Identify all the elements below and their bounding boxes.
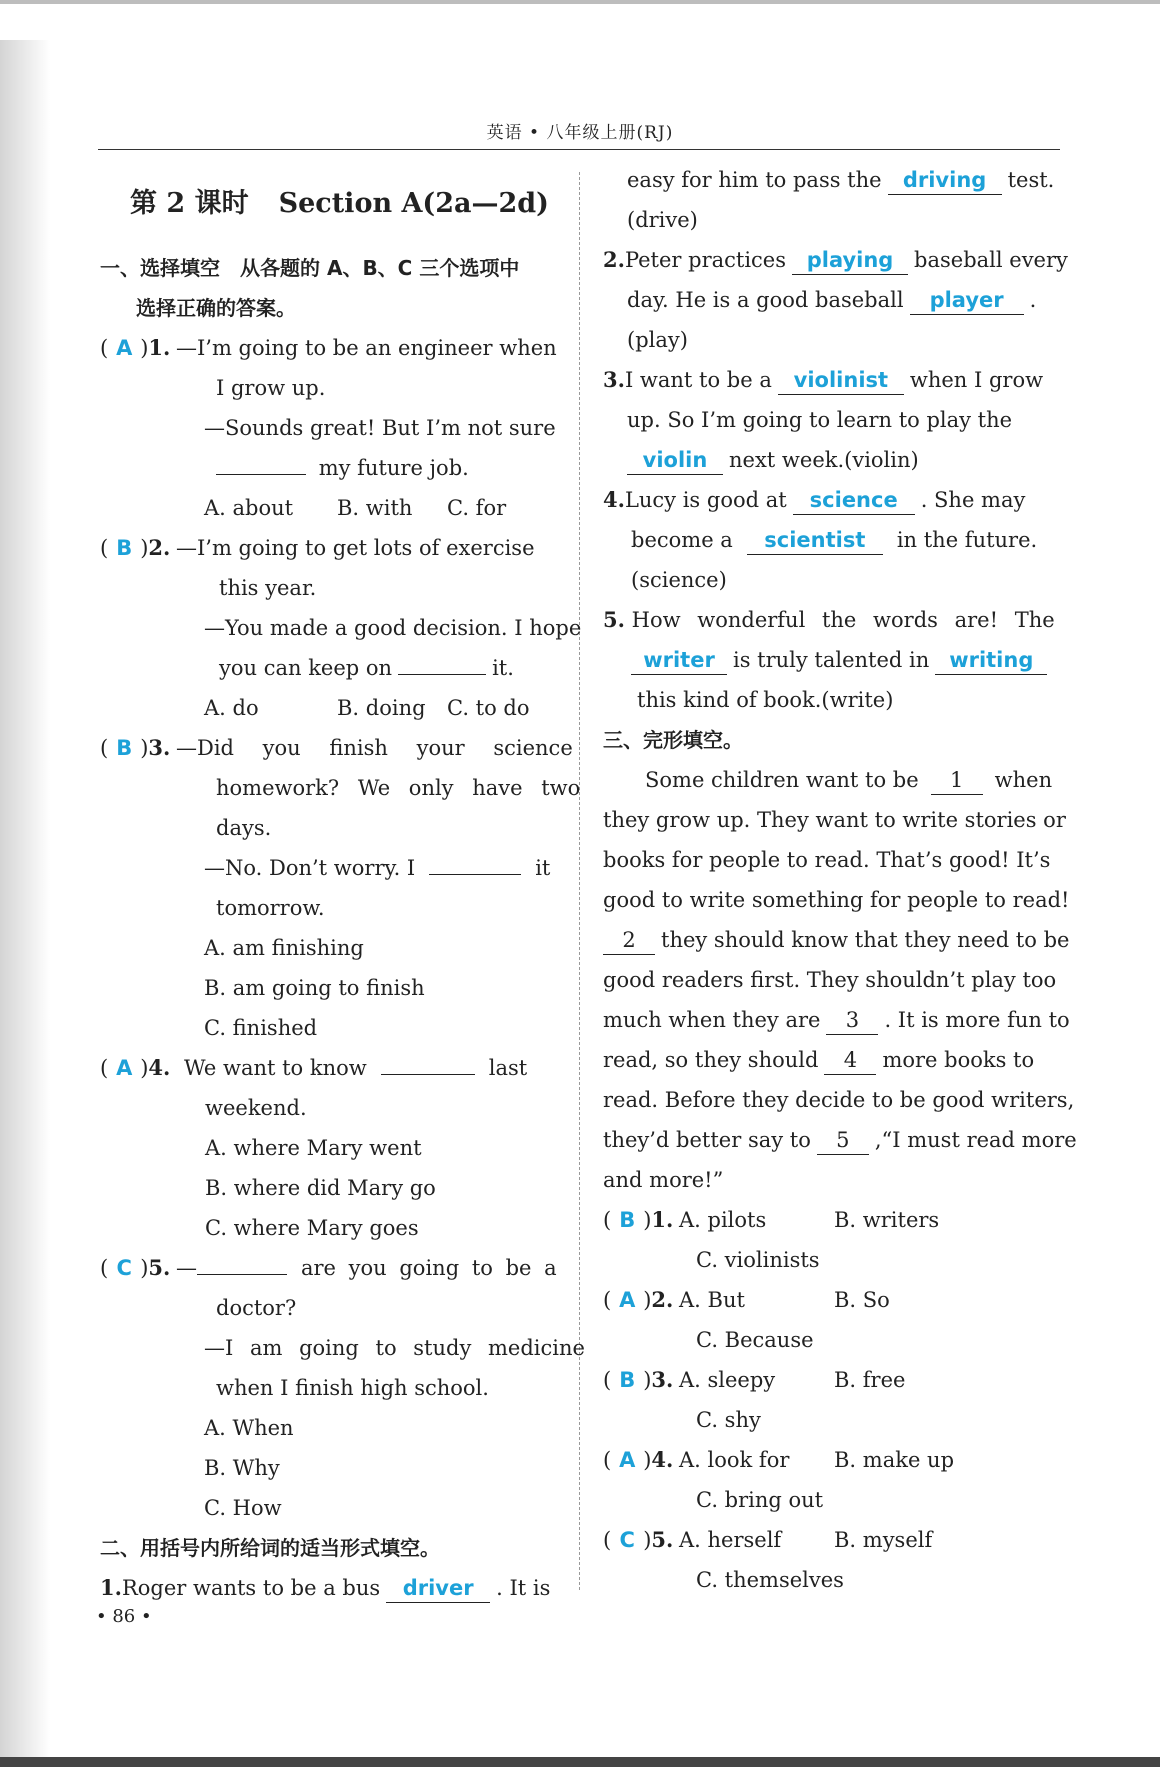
cloze-blank-1: 1 xyxy=(931,766,983,795)
passage-line xyxy=(603,1000,1070,1040)
part2-heading: 二、用括号内所给词的适当形式填空。 xyxy=(100,1536,440,1560)
cloze-choice-1 xyxy=(603,1200,1061,1240)
question-number: 2. xyxy=(603,247,625,272)
answer-bracket: ( B )2. xyxy=(100,528,176,568)
passage-line xyxy=(603,920,1070,960)
mc-question-3 xyxy=(100,728,573,768)
option-b: B. am going to finish xyxy=(204,976,425,1000)
running-header: 英语 • 八年级上册(RJ) xyxy=(486,123,674,143)
option-b: B. Why xyxy=(204,1456,280,1480)
left-column xyxy=(100,160,585,1608)
option-b: B. writers xyxy=(834,1208,940,1232)
option-c: C. shy xyxy=(696,1408,761,1432)
header-rule xyxy=(98,149,1060,150)
filled-answer: violin xyxy=(627,446,723,475)
question-text-line xyxy=(603,520,1061,560)
question-text: when I finish high school. xyxy=(216,1376,489,1400)
question-text: is truly talented in xyxy=(733,648,930,672)
cloze-choice-3 xyxy=(603,1360,1061,1400)
question-text: you can keep on xyxy=(219,656,393,680)
question-text: — xyxy=(176,1256,197,1280)
option-c: C. violinists xyxy=(696,1248,820,1272)
passage-text: . It is more fun to xyxy=(884,1008,1070,1032)
options-row xyxy=(100,688,558,728)
passage-text: good to write something for people to read! xyxy=(603,888,1070,912)
bottom-edge xyxy=(0,1757,1160,1767)
option-b: B. where did Mary go xyxy=(205,1176,436,1200)
answer-letter: B xyxy=(116,536,133,560)
answer-bracket: ( C )5. xyxy=(603,1520,679,1560)
option-b: B. free xyxy=(834,1368,906,1392)
option-c: C. finished xyxy=(204,1016,318,1040)
lesson-title-en: Section A(2a—2d) xyxy=(278,188,549,219)
option-a: A. do xyxy=(204,696,259,720)
question-text: test. xyxy=(1007,168,1055,192)
option-b: B. make up xyxy=(834,1448,955,1472)
question-text: days. xyxy=(216,816,272,840)
question-text: —Sounds great! But I’m not sure xyxy=(204,416,556,440)
question-text-line xyxy=(100,648,558,688)
passage-line xyxy=(603,1120,1077,1160)
question-text: easy for him to pass the xyxy=(627,168,882,192)
mc-question-1 xyxy=(100,328,558,368)
answer-letter: A xyxy=(619,1448,636,1472)
question-text: We want to know xyxy=(184,1056,367,1080)
answer-bracket: ( A )4. xyxy=(100,1048,184,1088)
question-text-line xyxy=(100,448,558,488)
question-text: —I am going to study medicine xyxy=(204,1336,585,1360)
question-text: baseball every xyxy=(914,248,1068,272)
cloze-blank-3: 3 xyxy=(826,1006,878,1035)
question-number: 3. xyxy=(148,735,171,760)
passage-text: and more!” xyxy=(603,1168,724,1192)
mc-question-5 xyxy=(100,1248,558,1288)
option-c: C. where Mary goes xyxy=(205,1216,419,1240)
part1-heading-line2: 选择正确的答案。 xyxy=(136,296,296,320)
answer-letter: C xyxy=(116,1256,132,1280)
question-text: —No. Don’t worry. I xyxy=(204,856,416,880)
answer-bracket: ( A )4. xyxy=(603,1440,679,1480)
answer-blank xyxy=(216,448,306,475)
question-text: tomorrow. xyxy=(216,896,325,920)
question-text: . xyxy=(1029,288,1037,312)
option-c: C. themselves xyxy=(696,1568,844,1592)
question-text: —I’m going to get lots of exercise xyxy=(176,536,535,560)
question-text: —I’m going to be an engineer when xyxy=(176,336,557,360)
passage-line xyxy=(603,1040,1061,1080)
passage-text: books for people to read. That’s good! It’s xyxy=(603,848,1051,872)
answer-blank xyxy=(429,848,521,875)
cloze-blank-2: 2 xyxy=(603,926,655,955)
question-text: this kind of book.(write) xyxy=(637,688,894,712)
answer-bracket: ( B )3. xyxy=(100,728,176,768)
top-edge xyxy=(0,0,1160,4)
options-row xyxy=(100,488,558,528)
option-a: A. look for xyxy=(679,1448,790,1472)
question-text: (drive) xyxy=(627,208,698,232)
question-text: in the future. xyxy=(896,528,1038,552)
option-a: A. But xyxy=(679,1288,745,1312)
passage-text: read, so they should xyxy=(603,1048,819,1072)
option-c: C. bring out xyxy=(696,1488,824,1512)
cloze-choice-5 xyxy=(603,1520,1061,1560)
filled-answer: writing xyxy=(935,646,1047,675)
option-b: B. So xyxy=(834,1288,890,1312)
question-text-line xyxy=(603,440,1061,480)
mc-question-2 xyxy=(100,528,558,568)
question-number: 4. xyxy=(148,1055,171,1080)
question-text: (science) xyxy=(631,568,727,592)
question-number: 5. xyxy=(148,1255,171,1280)
question-text: are you going to be a xyxy=(301,1256,557,1280)
option-a: A. When xyxy=(204,1416,294,1440)
question-text: it. xyxy=(492,656,514,680)
question-number: 1. xyxy=(100,1575,122,1600)
passage-text: ,“I must read more xyxy=(874,1128,1077,1152)
answer-letter: A xyxy=(116,336,133,360)
filled-answer: scientist xyxy=(747,526,883,555)
page-number: • 86 • xyxy=(96,1606,152,1627)
answer-letter: B xyxy=(619,1208,636,1232)
question-text: homework? We only have two xyxy=(216,776,581,800)
question-number: 1. xyxy=(148,335,171,360)
question-number: 1. xyxy=(651,1207,674,1232)
cloze-blank-5: 5 xyxy=(817,1126,869,1155)
passage-text: they grow up. They want to write stories or xyxy=(603,808,1066,832)
passage-text: good readers first. They shouldn’t play too xyxy=(603,968,1057,992)
answer-bracket: ( A )1. xyxy=(100,328,176,368)
passage-text: read. Before they decide to be good writers, xyxy=(603,1088,1075,1112)
question-text-line xyxy=(603,160,1061,200)
question-number: 5. xyxy=(603,607,625,632)
option-a: A. pilots xyxy=(679,1208,767,1232)
question-number: 2. xyxy=(148,535,171,560)
question-text: it xyxy=(535,856,551,880)
answer-letter: A xyxy=(116,1056,133,1080)
question-number: 3. xyxy=(603,367,625,392)
question-text-line xyxy=(603,640,1061,680)
answer-letter: A xyxy=(619,1288,636,1312)
option-c: C. How xyxy=(204,1496,282,1520)
passage-text: they’d better say to xyxy=(603,1128,811,1152)
option-a: A. about xyxy=(204,496,294,520)
question-text: up. So I’m going to learn to play the xyxy=(627,408,1013,432)
option-a: A. am finishing xyxy=(204,936,364,960)
fill-question-5 xyxy=(603,600,1061,640)
fill-question-2 xyxy=(603,240,1068,280)
mc-question-4 xyxy=(100,1048,558,1088)
right-column xyxy=(603,160,1077,1600)
passage-line xyxy=(603,760,1061,800)
question-text-line xyxy=(603,280,1061,320)
passage-text: they should know that they need to be xyxy=(661,928,1070,952)
question-text: I want to be a xyxy=(624,368,772,392)
question-text: (play) xyxy=(627,328,688,352)
question-text: my future job. xyxy=(318,456,469,480)
question-text: Peter practices xyxy=(624,248,787,272)
question-text: last xyxy=(488,1056,528,1080)
fill-question-4 xyxy=(603,480,1061,520)
answer-bracket: ( A )2. xyxy=(603,1280,679,1320)
question-number: 2. xyxy=(651,1287,674,1312)
filled-answer: player xyxy=(910,286,1024,315)
option-a: A. sleepy xyxy=(679,1368,776,1392)
option-c: C. for xyxy=(447,496,507,520)
option-c: C. Because xyxy=(696,1328,814,1352)
cloze-choice-4 xyxy=(603,1440,1061,1480)
option-b: B. with xyxy=(337,496,413,520)
option-b: B. myself xyxy=(834,1528,933,1552)
question-text: Lucy is good at xyxy=(624,488,787,512)
question-text: next week.(violin) xyxy=(729,448,919,472)
lesson-title xyxy=(100,160,558,248)
filled-answer: playing xyxy=(792,246,908,275)
filled-answer: science xyxy=(793,486,915,515)
question-text: this year. xyxy=(219,576,317,600)
answer-letter: C xyxy=(619,1528,635,1552)
question-text: I grow up. xyxy=(216,376,326,400)
page-fold-shadow xyxy=(0,40,50,1757)
filled-answer: driving xyxy=(888,166,1002,195)
question-number: 5. xyxy=(651,1527,674,1552)
question-text: . She may xyxy=(920,488,1026,512)
question-text: How wonderful the words are! The xyxy=(631,608,1055,632)
cloze-choice-2 xyxy=(603,1280,1061,1320)
option-c: C. to do xyxy=(447,696,530,720)
lesson-title-cn: 第 2 课时 xyxy=(130,188,249,219)
part1-heading-line1: 一、选择填空 从各题的 A、B、C 三个选项中 xyxy=(100,256,520,280)
filled-answer: driver xyxy=(386,1574,490,1603)
question-text: Roger wants to be a bus xyxy=(121,1576,381,1600)
filled-answer: violinist xyxy=(778,366,904,395)
question-text: —Did you finish your science xyxy=(176,736,573,760)
passage-text: more books to xyxy=(882,1048,1035,1072)
question-text: . It is xyxy=(496,1576,551,1600)
answer-letter: B xyxy=(619,1368,636,1392)
fill-question-3 xyxy=(603,360,1061,400)
answer-letter: B xyxy=(116,736,133,760)
question-text-line xyxy=(100,848,558,888)
answer-blank xyxy=(398,648,486,675)
answer-bracket: ( C )5. xyxy=(100,1248,176,1288)
fill-question-1 xyxy=(100,1568,558,1608)
passage-text: much when they are xyxy=(603,1008,821,1032)
question-text: doctor? xyxy=(216,1296,297,1320)
answer-bracket: ( B )1. xyxy=(603,1200,679,1240)
answer-blank xyxy=(381,1048,475,1075)
answer-blank xyxy=(197,1248,287,1275)
question-text: —You made a good decision. I hope xyxy=(204,616,582,640)
answer-bracket: ( B )3. xyxy=(603,1360,679,1400)
option-b: B. doing xyxy=(337,696,426,720)
question-text: when I grow xyxy=(909,368,1044,392)
option-a: A. herself xyxy=(679,1528,782,1552)
column-divider xyxy=(579,172,580,1590)
question-number: 3. xyxy=(651,1367,674,1392)
filled-answer: writer xyxy=(631,646,727,675)
question-text: become a xyxy=(631,528,733,552)
question-number: 4. xyxy=(651,1447,674,1472)
passage-text: Some children want to be xyxy=(645,768,919,792)
question-text: weekend. xyxy=(205,1096,307,1120)
cloze-blank-4: 4 xyxy=(824,1046,876,1075)
question-text: day. He is a good baseball xyxy=(627,288,904,312)
option-a: A. where Mary went xyxy=(205,1136,422,1160)
part3-heading: 三、完形填空。 xyxy=(603,728,743,752)
question-number: 4. xyxy=(603,487,625,512)
passage-text: when xyxy=(994,768,1053,792)
